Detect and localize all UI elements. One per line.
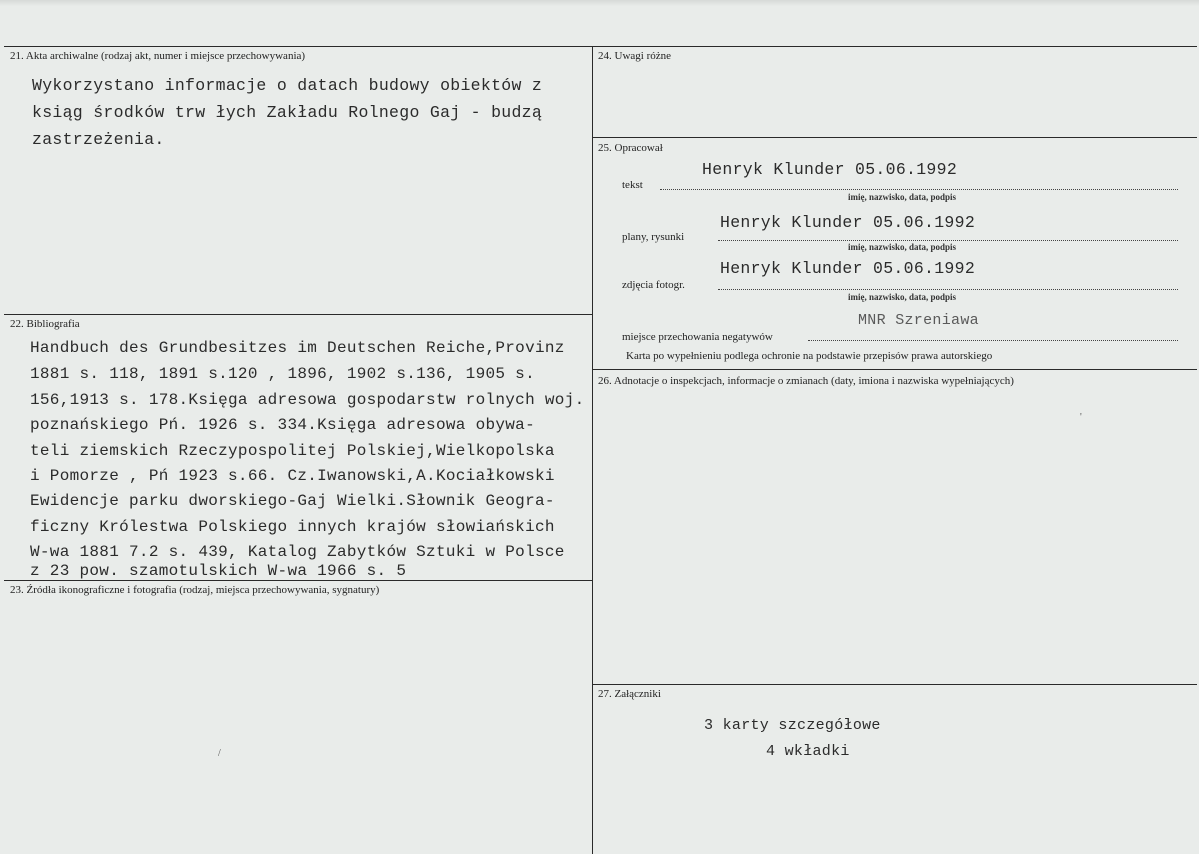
section-27-header: 27. Załączniki xyxy=(598,688,661,700)
divider-26-27 xyxy=(593,684,1197,685)
bibliography-line: i Pomorze , Pń 1923 s.66. Cz.Iwanowski,A.Kociałkowski xyxy=(30,467,555,485)
bibliography-line: teli ziemskich Rzeczypospolitej Polskiej,Wielkopolska xyxy=(30,442,555,460)
column-divider xyxy=(592,46,593,854)
attachment-line: 3 karty szczegółowe xyxy=(704,717,881,734)
section-21-line: ksiąg środków trw łych Zakładu Rolnego Gaj - budzą xyxy=(32,103,543,122)
bibliography-line: Ewidencje parku dworskiego-Gaj Wielki.Słownik Geogra- xyxy=(30,492,555,510)
bibliography-line: Handbuch des Grundbesitzes im Deutschen Reiche,Provinz xyxy=(30,339,565,357)
photos-caption: imię, nazwisko, data, podpis xyxy=(848,292,957,302)
plans-caption: imię, nazwisko, data, podpis xyxy=(848,242,957,252)
author-text-signature: Henryk Klunder 05.06.1992 xyxy=(702,160,958,179)
section-26-header: 26. Adnotacje o inspekcjach, informacje o zmianach (daty, imiona i nazwiska wypełniających) xyxy=(598,375,1014,387)
plans-line xyxy=(718,240,1178,241)
attachment-line: 4 wkładki xyxy=(766,743,850,760)
bibliography-line: poznańskiego Pń. 1926 s. 334.Księga adresowa obywa- xyxy=(30,416,535,434)
section-24-header: 24. Uwagi różne xyxy=(598,50,672,62)
plans-signature: Henryk Klunder 05.06.1992 xyxy=(720,213,976,232)
bibliography-line: 1881 s. 118, 1891 s.120 , 1896, 1902 s.136, 1905 s. xyxy=(30,365,535,383)
stray-pen-mark: / xyxy=(218,748,221,759)
copyright-note: Karta po wypełnieniu podlega ochronie na podstawie przepisów prawa autorskiego xyxy=(626,350,993,362)
divider-24-25 xyxy=(593,137,1197,138)
author-text-line xyxy=(660,189,1178,190)
bibliography-line: ficzny Królestwa Polskiego innych krajów słowiańskich xyxy=(30,518,555,536)
negatives-line xyxy=(808,340,1178,341)
form-top-border xyxy=(4,46,1197,47)
section-21-line: Wykorzystano informacje o datach budowy obiektów z xyxy=(32,76,543,95)
author-text-caption: imię, nazwisko, data, podpis xyxy=(848,192,957,202)
divider-21-22 xyxy=(4,314,592,315)
author-text-label: tekst xyxy=(622,179,643,191)
section-22-header: 22. Bibliografia xyxy=(10,318,80,330)
scan-top-edge xyxy=(0,0,1199,6)
stray-tick-mark: ' xyxy=(1080,412,1082,423)
negatives-value: MNR Szreniawa xyxy=(858,312,979,329)
section-21-header: 21. Akta archiwalne (rodzaj akt, numer i miejsce przechowywania) xyxy=(10,50,306,62)
divider-22-23 xyxy=(4,580,592,581)
bibliography-line: 156,1913 s. 178.Księga adresowa gospodarstw rolnych woj. xyxy=(30,391,585,409)
photos-signature: Henryk Klunder 05.06.1992 xyxy=(720,259,976,278)
divider-25-26 xyxy=(593,369,1197,370)
section-23-header: 23. Źródła ikonograficzne i fotografia (rodzaj, miejsca przechowywania, sygnatury) xyxy=(10,584,380,596)
negatives-label: miejsce przechowania negatywów xyxy=(622,331,773,343)
photos-label: zdjęcia fotogr. xyxy=(622,279,685,291)
bibliography-line: W-wa 1881 7.2 s. 439, Katalog Zabytków Sztuki w Polsce xyxy=(30,543,565,561)
section-21-line: zastrzeżenia. xyxy=(32,130,165,149)
photos-line xyxy=(718,289,1178,290)
plans-label: plany, rysunki xyxy=(622,231,685,243)
bibliography-line: z 23 pow. szamotulskich W-wa 1966 s. 5 xyxy=(30,562,407,580)
section-25-header: 25. Opracował xyxy=(598,142,663,154)
